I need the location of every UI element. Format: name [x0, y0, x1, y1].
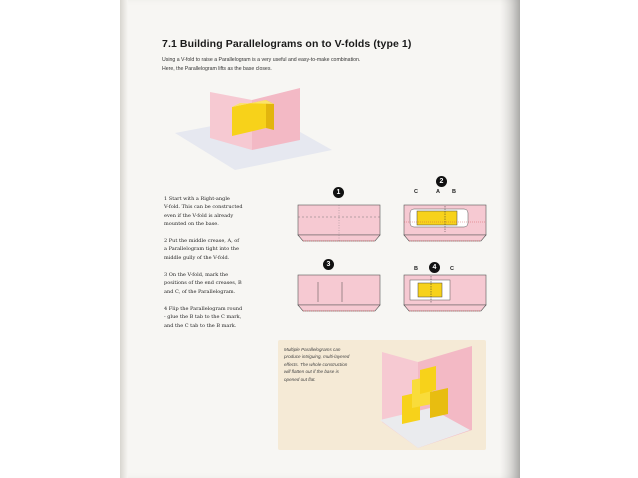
step-line: - glue the B tab to the C mark, [164, 314, 242, 321]
diagram-number: 4 [429, 262, 440, 273]
step-line: 2 Put the middle crease, A, of [164, 238, 240, 245]
step-line: and the C tab to the B mark. [164, 322, 237, 329]
step-line: positions of the end creases, B [164, 280, 242, 287]
intro-line: Using a V-fold to raise a Parallelogram is a very useful and easy-to-make combination. [162, 57, 361, 63]
caption-line: opened out flat. [284, 376, 316, 382]
step-line: a Parallelogram tight into the [164, 246, 239, 253]
step-line: middle gully of the V-fold. [164, 254, 230, 261]
diagram-number: 1 [333, 187, 344, 198]
step-line: 1 Start with a Right-angle [164, 196, 230, 202]
crease-label: C [450, 266, 454, 272]
caption-line: produce intriguing, multi-layered [284, 354, 350, 360]
step-line: 4 Flip the Parallelogram round [164, 305, 243, 312]
crease-label: C [414, 189, 418, 195]
crease-label: B [452, 189, 456, 195]
caption-line: Multiple Parallelograms can [284, 347, 341, 352]
crease-label: B [414, 266, 418, 272]
intro-line: Here, the Parallelogram lifts as the base closes. [162, 66, 272, 72]
layer-back [420, 366, 436, 394]
caption-line: effects. The whole construction [284, 361, 348, 367]
step-line: even if the V-fold is already [164, 212, 234, 219]
caption-line: will flatten out if the base is [284, 369, 339, 375]
step-line: 3 On the V-fold, mark the [164, 272, 229, 279]
step-line: and C, of the Parallelogram. [164, 288, 236, 295]
diagram-number: 3 [323, 259, 334, 270]
layer-side [430, 388, 448, 418]
crease-label: A [436, 189, 440, 195]
step-line: V-fold. This can be constructed [164, 204, 243, 211]
step-line: mounted on the base. [164, 220, 219, 227]
diagram-number: 2 [436, 176, 447, 187]
section-heading: 7.1 Building Parallelograms on to V-folds (type 1) [162, 38, 412, 50]
